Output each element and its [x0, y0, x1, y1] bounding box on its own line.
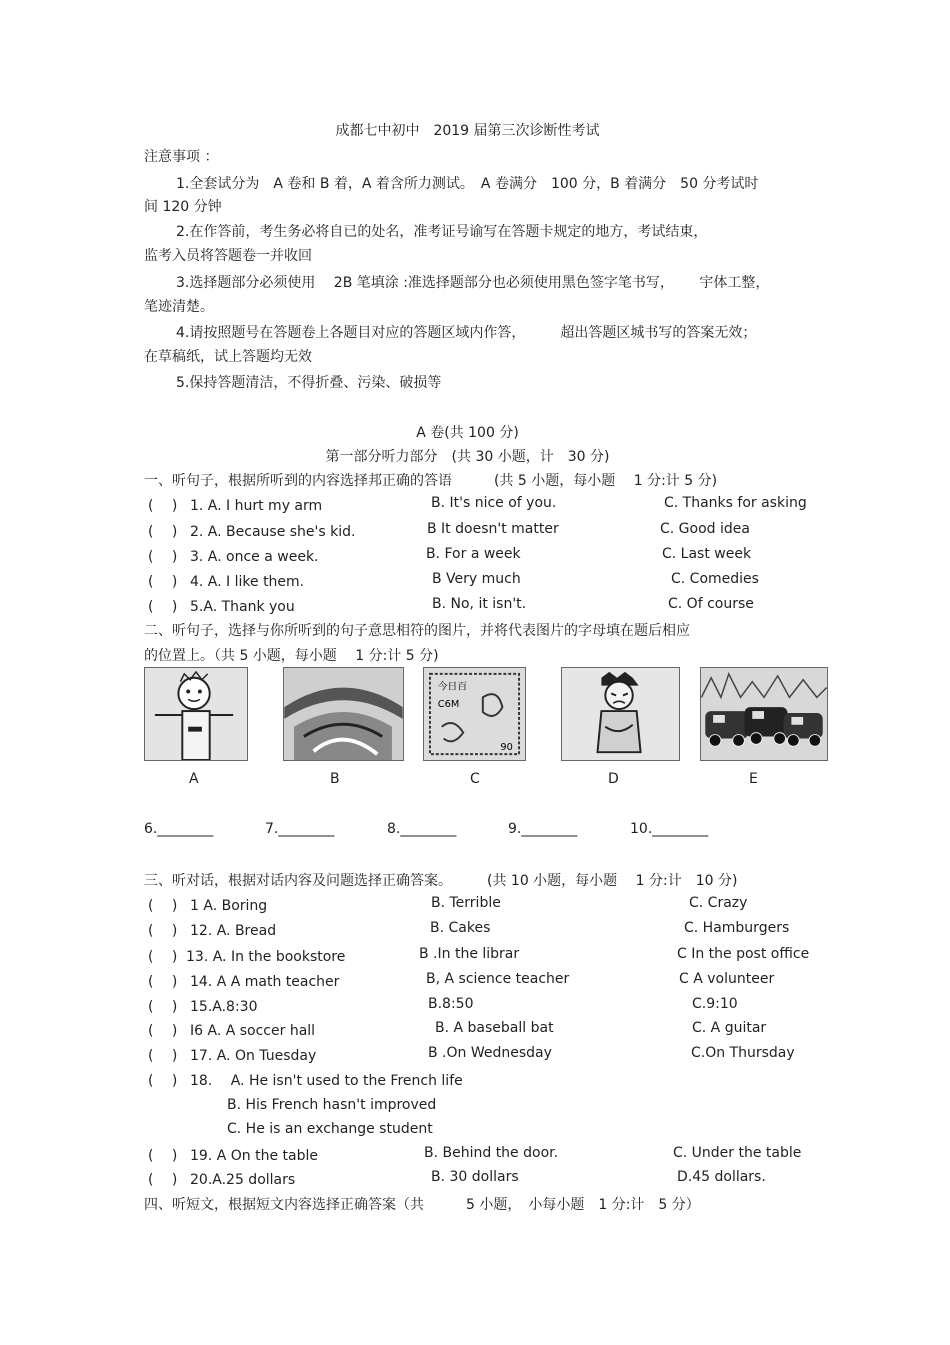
answer-paren[interactable]: ( )	[148, 1048, 178, 1064]
option-c: C. Hamburgers	[684, 920, 790, 936]
option-b: B. 30 dollars	[431, 1169, 519, 1185]
note-1-line-a: 1.全套试分为 A 卷和 B 着，A 着含所力测试。 A 卷满分 100 分，B 着满分 50 分考试时	[176, 176, 759, 192]
question-row	[148, 546, 319, 566]
section-4-heading: 四、听短文，根据短文内容选择正确答案（共 5 小题， 小每小题 1 分:计 5 分）	[144, 1197, 700, 1213]
question-row	[148, 996, 257, 1016]
picture-b-bridge	[283, 667, 404, 761]
section-a-heading: A 卷(共 100 分)	[416, 425, 519, 441]
answer-paren[interactable]: ( )	[148, 898, 178, 914]
question-row	[148, 1169, 295, 1189]
option-b: B. It's nice of you.	[431, 495, 557, 511]
section-2-heading-line-2: 的位置上。（共 5 小题，每小题 1 分:计 5 分)	[144, 648, 439, 664]
option-b: B. His French hasn't improved	[227, 1097, 437, 1113]
option-a: 1. A. I hurt my arm	[190, 498, 323, 514]
option-a: 13. A. In the bookstore	[186, 949, 346, 965]
answer-paren[interactable]: ( )	[148, 549, 178, 565]
picture-label-d: D	[608, 771, 619, 787]
option-c: C.9:10	[692, 996, 738, 1012]
option-c: D.45 dollars.	[677, 1169, 766, 1185]
option-a: 14. A A math teacher	[190, 974, 340, 990]
section-3-heading: 三、听对话，根据对话内容及问题选择正确答案。 (共 10 小题，每小题 1 分:计 10 分)	[144, 873, 738, 889]
section-1-heading: 一、听句子，根据所听到的内容选择邦正确的答语 (共 5 小题，每小题 1 分:计 5 分)	[144, 473, 718, 489]
answer-paren[interactable]: ( )	[148, 923, 178, 939]
note-4-line-a: 4.请按照题号在答题卷上各题目对应的答题区域内作答， 超出答题区城书写的答案无效；	[176, 325, 757, 341]
answer-paren[interactable]: ( )	[148, 574, 178, 590]
option-b: B. A baseball bat	[435, 1020, 554, 1036]
option-b: B.8:50	[428, 996, 474, 1012]
option-b: B, A science teacher	[426, 971, 570, 987]
answer-paren[interactable]: ( )	[148, 1023, 178, 1039]
note-3-line-a: 3.选择题部分必须使用 2B 笔填涂 :准选择题部分也必须使用黑色签字笔书写， 宇体工整，	[176, 275, 770, 291]
picture-label-b: B	[330, 771, 340, 787]
bridge-icon	[284, 668, 403, 760]
option-a: 18. A. He isn't used to the French life	[190, 1073, 463, 1089]
question-row	[148, 1045, 316, 1065]
option-c: C. Of course	[668, 596, 754, 612]
notes-heading: 注意事项 ：	[144, 149, 219, 165]
answer-paren[interactable]: ( )	[148, 949, 178, 965]
option-b: B. No, it isn't.	[432, 596, 527, 612]
option-b: B .In the librar	[419, 946, 520, 962]
exam-title: 成都七中初中 2019 届第三次诊断性考试	[335, 123, 600, 139]
option-b: B. Behind the door.	[424, 1145, 559, 1161]
question-row	[148, 596, 295, 616]
option-a: 17. A. On Tuesday	[190, 1048, 317, 1064]
answer-paren[interactable]: ( )	[148, 498, 178, 514]
picture-label-c: C	[470, 771, 480, 787]
question-row	[148, 1070, 463, 1090]
answer-paren[interactable]: ( )	[148, 1172, 178, 1188]
option-a: 3. A. once a week.	[190, 549, 319, 565]
stamp-mid-text: C6M	[437, 699, 460, 711]
note-2-line-b: 监考入员将答题卷一并收回	[144, 248, 312, 264]
answer-paren[interactable]: ( )	[148, 1148, 178, 1164]
note-1-line-b: 间 120 分钟	[144, 199, 222, 215]
option-a: 19. A On the table	[190, 1148, 318, 1164]
question-row	[148, 571, 304, 591]
note-3-line-b: 笔迹清楚。	[144, 299, 214, 315]
option-a: 12. A. Bread	[190, 923, 277, 939]
question-row	[148, 521, 355, 541]
option-c: C. Crazy	[689, 895, 748, 911]
stomachache-boy-icon	[562, 668, 679, 760]
question-row	[148, 920, 276, 940]
picture-c-stamp	[423, 667, 526, 761]
picture-label-a: A	[189, 771, 199, 787]
option-c: C. Under the table	[673, 1145, 802, 1161]
stamp-value-text: 90	[500, 742, 513, 754]
traffic-jam-icon	[701, 668, 827, 760]
answer-paren[interactable]: ( )	[148, 524, 178, 540]
part-1-heading: 第一部分听力部分 (共 30 小题，计 30 分)	[325, 449, 610, 465]
answer-paren[interactable]: ( )	[148, 599, 178, 615]
option-a: 20.A.25 dollars	[190, 1172, 296, 1188]
option-a: 15.A.8:30	[190, 999, 258, 1015]
postage-stamp-icon	[424, 668, 525, 760]
question-row	[148, 495, 322, 515]
picture-a-speaker	[144, 667, 248, 761]
option-c: C. Thanks for asking	[664, 495, 807, 511]
speaker-at-podium-icon	[145, 668, 247, 760]
option-c: C. A guitar	[692, 1020, 767, 1036]
option-b: B. For a week	[426, 546, 521, 562]
option-b: B. Cakes	[430, 920, 491, 936]
question-row	[148, 946, 345, 966]
option-c: C. Last week	[662, 546, 752, 562]
option-b: B It doesn't matter	[427, 521, 559, 537]
picture-e-traffic	[700, 667, 828, 761]
option-a: 5.A. Thank you	[190, 599, 295, 615]
answer-blank-10[interactable]: 10.________	[630, 821, 709, 837]
note-5-line-a: 5.保持答题清洁，不得折叠、污染、破损等	[176, 375, 442, 391]
option-c: C. He is an exchange student	[227, 1121, 433, 1137]
picture-d-sick-boy	[561, 667, 680, 761]
answer-paren[interactable]: ( )	[148, 1073, 178, 1089]
section-2-heading-line-1: 二、听句子，选择与你所听到的句子意思相符的图片，并将代表图片的字母填在题后相应	[144, 623, 690, 639]
answer-blank-9[interactable]: 9.________	[508, 821, 578, 837]
answer-blank-6[interactable]: 6.________	[144, 821, 214, 837]
option-b: B. Terrible	[431, 895, 501, 911]
question-row	[148, 1020, 315, 1040]
option-c: C A volunteer	[679, 971, 775, 987]
option-b: B .On Wednesday	[428, 1045, 552, 1061]
option-a: 1 A. Boring	[190, 898, 268, 914]
stamp-top-text: 今日百	[437, 681, 468, 693]
note-2-line-a: 2.在作答前，考生务必将自已的处名，准考证号谕写在答题卡规定的地方，考试结東，	[176, 224, 708, 240]
answer-blank-8[interactable]: 8.________	[387, 821, 457, 837]
option-a: 4. A. I like them.	[190, 574, 305, 590]
option-b: B Very much	[432, 571, 521, 587]
answer-paren[interactable]: ( )	[148, 999, 178, 1015]
answer-blank-7[interactable]: 7.________	[265, 821, 335, 837]
option-a: I6 A. A soccer hall	[190, 1023, 316, 1039]
option-c: C. Comedies	[671, 571, 759, 587]
option-c: C In the post office	[677, 946, 810, 962]
question-row	[148, 895, 267, 915]
question-row	[148, 971, 339, 991]
option-a: 2. A. Because she's kid.	[190, 524, 356, 540]
picture-label-e: E	[749, 771, 758, 787]
answer-paren[interactable]: ( )	[148, 974, 178, 990]
note-4-line-b: 在草稿纸，试上答题均无效	[144, 349, 312, 365]
option-c: C.On Thursday	[691, 1045, 795, 1061]
question-row	[148, 1145, 318, 1165]
option-c: C. Good idea	[660, 521, 750, 537]
